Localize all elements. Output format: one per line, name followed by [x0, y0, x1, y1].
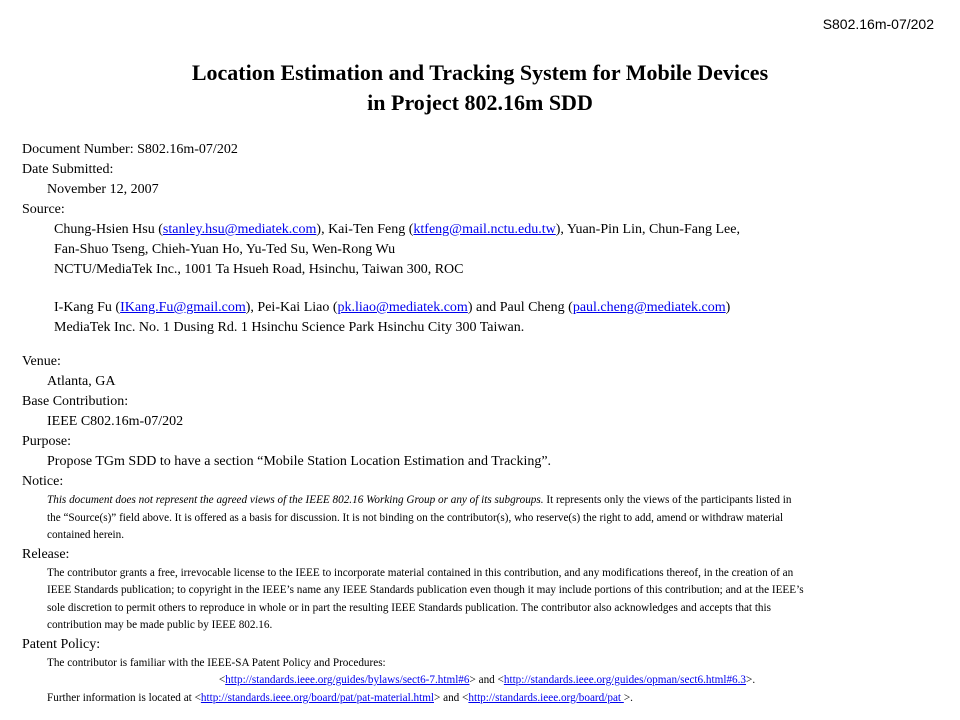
document-number-label: Document Number: — [22, 142, 134, 157]
author-name: Chung-Hsien Hsu ( — [54, 222, 163, 237]
source-address-2: MediaTek Inc. No. 1 Dusing Rd. 1 Hsinchu Science Park Hsinchu City 300 Taiwan. — [54, 320, 525, 335]
notice-label: Notice: — [22, 474, 64, 489]
patent-further-line: Further information is located at <http://standards.ieee.org/board/pat/pat-material.html> and <http://standards.ieee.org/board/pat >. — [47, 691, 633, 704]
notice-line-2: the “Source(s)” field above. It is offered as a basis for discussion. It is not binding on the contributor(s), who reserve(s) the right to add, amend or withdraw material — [47, 511, 784, 524]
author-name: ), Pei-Kai Liao ( — [245, 300, 338, 315]
email-link[interactable]: ktfeng@mail.nctu.edu.tw — [413, 222, 556, 237]
email-link[interactable]: IKang.Fu@gmail.com — [120, 300, 246, 315]
source-line-4 — [22, 298, 952, 318]
author-name: ), Kai-Ten Feng ( — [316, 222, 414, 237]
venue-value: Atlanta, GA — [47, 374, 116, 389]
release-line-4: contribution may be made public by IEEE 802.16. — [47, 619, 273, 631]
date-submitted-label: Date Submitted: — [22, 162, 114, 177]
author-name: ) and Paul Cheng ( — [467, 300, 573, 315]
notice-rest: It represents only the views of the participants listed in — [543, 494, 792, 506]
source-address-1: NCTU/MediaTek Inc., 1001 Ta Hsueh Road, Hsinchu, Taiwan 300, ROC — [54, 262, 464, 277]
notice-line-1 — [22, 492, 952, 510]
notice-line-3: contained herein. — [47, 529, 125, 541]
document-body — [22, 140, 952, 707]
author-name: I-Kang Fu ( — [54, 300, 121, 315]
document-number-value: S802.16m-07/202 — [137, 142, 238, 157]
source-label: Source: — [22, 202, 65, 217]
source-line-1 — [22, 220, 952, 240]
email-link[interactable]: pk.liao@mediatek.com — [337, 300, 468, 315]
release-label: Release: — [22, 546, 70, 562]
release-line-1: The contributor grants a free, irrevocable license to the IEEE to incorporate material contained in this contribution, and any modifications thereof, in the creation of an — [47, 566, 794, 579]
patent-links-line: <http://standards.ieee.org/guides/bylaws/sect6-7.html#6> and <http://standards.ieee.org/guides/opman/sect6.html#6.3>. — [218, 674, 756, 686]
title-line-2: in Project 802.16m SDD — [367, 90, 593, 115]
document-header-id: S802.16m-07/202 — [822, 16, 934, 32]
page-title — [0, 58, 960, 118]
email-link[interactable]: stanley.hsu@mediatek.com — [162, 222, 317, 237]
pat-material-link[interactable]: http://standards.ieee.org/board/pat/pat-material.html — [200, 691, 434, 704]
base-contribution-value: IEEE C802.16m-07/202 — [47, 414, 184, 429]
purpose-value: Propose TGm SDD to have a section “Mobile Station Location Estimation and Tracking”. — [47, 454, 552, 469]
close-paren: ) — [725, 300, 731, 315]
opman-link[interactable]: http://standards.ieee.org/guides/opman/sect6.html#6.3 — [503, 674, 747, 686]
notice-italic: This document does not represent the agreed views of the IEEE 802.16 Working Group or any of its subgroups. — [47, 494, 544, 506]
email-link[interactable]: paul.cheng@mediatek.com — [572, 300, 726, 315]
title-line-1: Location Estimation and Tracking System for Mobile Devices — [191, 60, 769, 85]
purpose-label: Purpose: — [22, 434, 71, 449]
patent-line-1: The contributor is familiar with the IEEE-SA Patent Policy and Procedures: — [47, 656, 386, 669]
document-number — [22, 140, 952, 160]
release-line-2: IEEE Standards publication; to copyright in the IEEE’s name any IEEE Standards publication even though it may include portions of this contribution; and at the IEEE’s — [47, 584, 804, 596]
author-list-rest: ), Yuan-Pin Lin, Chun-Fang Lee, — [555, 222, 740, 237]
venue-label: Venue: — [22, 354, 61, 369]
bylaws-link[interactable]: http://standards.ieee.org/guides/bylaws/sect6-7.html#6 — [225, 674, 470, 686]
base-contribution-label: Base Contribution: — [22, 394, 129, 409]
release-line-3: sole discretion to permit others to reproduce in whole or in part the resulting IEEE Standards publication. The contributor also acknowledges and accepts that this — [47, 601, 771, 614]
source-line-2: Fan-Shuo Tseng, Chieh-Yuan Ho, Yu-Ted Su, Wen-Rong Wu — [54, 242, 396, 257]
patent-policy-label: Patent Policy: — [22, 636, 101, 652]
board-pat-link[interactable]: http://standards.ieee.org/board/pat — [468, 691, 624, 704]
date-submitted-value: November 12, 2007 — [47, 182, 159, 197]
